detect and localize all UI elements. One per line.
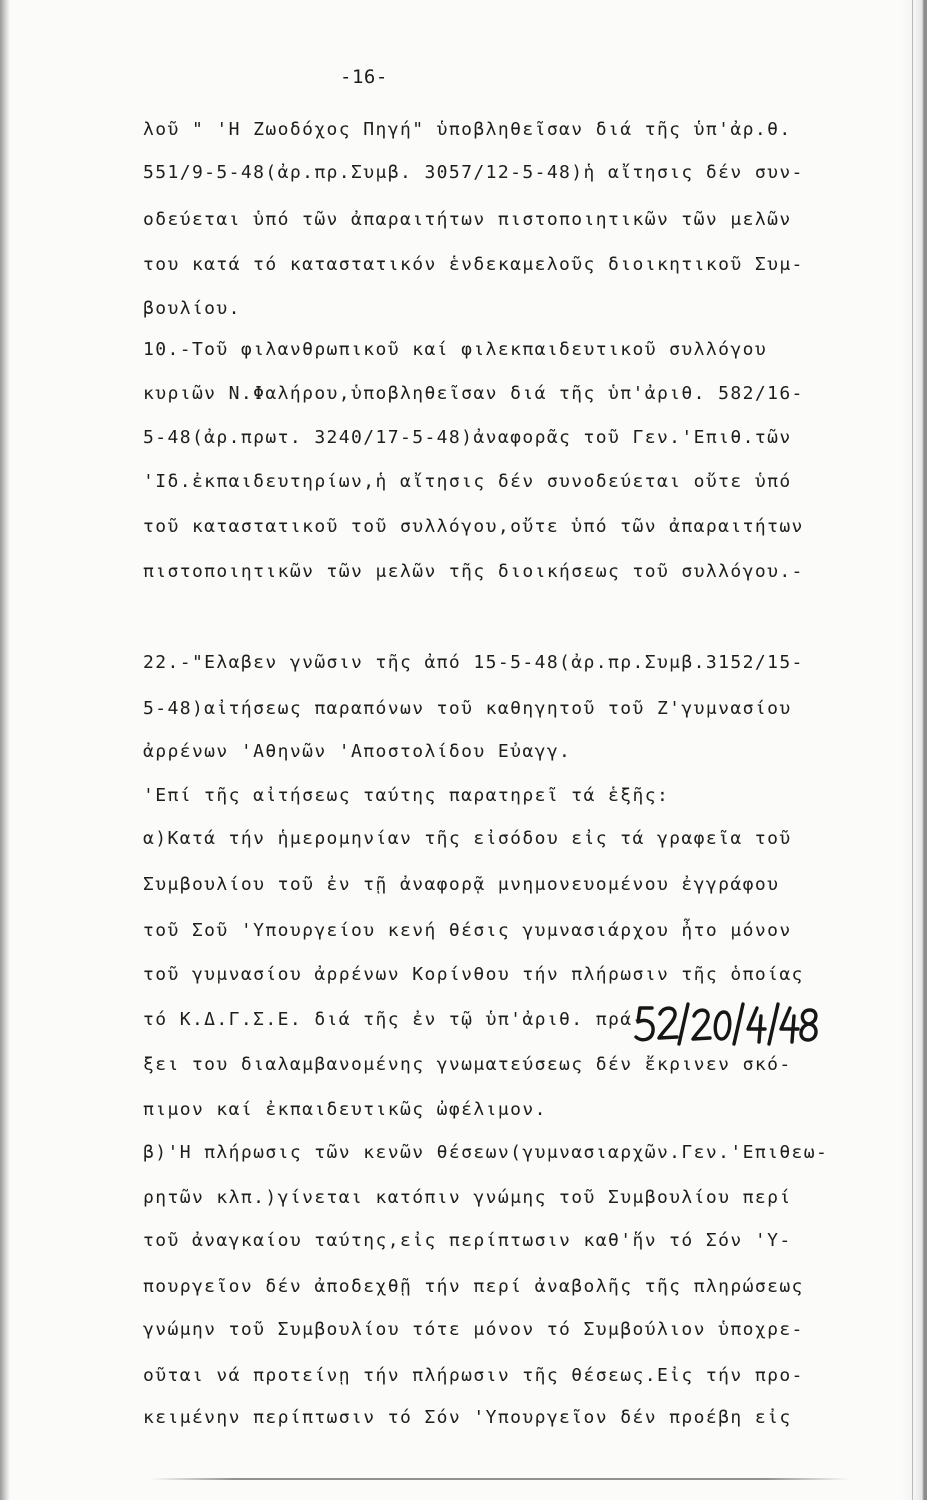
text-line: λοῦ " 'Η Ζωοδόχος Πηγή" ὑποβληθεῖσαν διά τῆς ὑπ'ἀρ.θ.	[143, 119, 792, 140]
page-number: -16-	[340, 66, 388, 88]
text-line: Συμβουλίου τοῦ ἐν τῇ ἀναφορᾷ μνημονευομένου ἐγγράφου	[143, 874, 780, 895]
text-line: γνώμην τοῦ Συμβουλίου τότε μόνον τό Συμβούλιον ὑποχρε-	[143, 1319, 804, 1340]
text-line: οῦται νά προτείνῃ τήν πλήρωσιν τῆς θέσεως.Εἰς τήν προ-	[143, 1365, 804, 1386]
scan-edge-right	[901, 0, 927, 1500]
text-line: κειμένην περίπτωσιν τό Σόν 'Υπουργεῖον δέν προέβη εἰς	[143, 1407, 792, 1428]
text-line: τοῦ γυμνασίου ἀρρένων Κορίνθου τήν πλήρωσιν τῆς ὁποίας	[143, 964, 804, 985]
text-line: 10.-Τοῦ φιλανθρωπικοῦ καί φιλεκπαιδευτικοῦ συλλόγου	[143, 339, 768, 360]
text-line: πιμον καί ἐκπαιδευτικῶς ὠφέλιμον.	[143, 1099, 547, 1120]
handwritten-annotation	[632, 1000, 820, 1048]
text-line: ξει του διαλαμβανομένης γνωματεύσεως δέν ἔκρινεν σκό-	[143, 1054, 792, 1075]
text-line: 5-48(ἀρ.πρωτ. 3240/17-5-48)ἀναφορᾶς τοῦ Γεν.'Επιθ.τῶν	[143, 427, 792, 448]
text-line: 22.-"Ελαβεν γνῶσιν τῆς ἀπό 15-5-48(ἀρ.πρ.Συμβ.3152/15-	[143, 652, 804, 673]
text-line: κυριῶν Ν.Φαλήρου,ὑποβληθεῖσαν διά τῆς ὑπ'ἀριθ. 582/16-	[143, 383, 804, 404]
text-line: του κατά τό καταστατικόν ἑνδεκαμελοῦς διοικητικοῦ Συμ-	[143, 254, 804, 275]
text-line: β)'Η πλήρωσις τῶν κενῶν θέσεων(γυμνασιαρχῶν.Γεν.'Επιθεω-	[143, 1142, 829, 1163]
text-line: 551/9-5-48(ἀρ.πρ.Συμβ. 3057/12-5-48)ἡ αἴτησις δέν συν-	[143, 162, 804, 183]
text-line: τοῦ καταστατικοῦ τοῦ συλλόγου,οὔτε ὑπό τῶν ἀπαραιτήτων	[143, 516, 804, 537]
scan-edge-left	[0, 0, 10, 1500]
text-line: ἀρρένων 'Αθηνῶν 'Αποστολίδου Εὐαγγ.	[143, 741, 572, 762]
text-line: 5-48)αἰτήσεως παραπόνων τοῦ καθηγητοῦ τοῦ Ζ'γυμνασίου	[143, 698, 792, 719]
text-line: τοῦ ἀναγκαίου ταύτης,εἰς περίπτωσιν καθ'ἥν τό Σόν 'Υ-	[143, 1230, 792, 1251]
text-line: τό Κ.Δ.Γ.Σ.Ε. διά τῆς ἐν τῷ ὑπ'ἀριθ. πρά-	[143, 1009, 645, 1030]
text-line: οδεύεται ὑπό τῶν ἀπαραιτήτων πιστοποιητικῶν τῶν μελῶν	[143, 209, 792, 230]
text-line: α)Κατά τήν ἡμερομηνίαν τῆς εἰσόδου εἰς τά γραφεῖα τοῦ	[143, 828, 792, 849]
text-line: 'Επί τῆς αἰτήσεως ταύτης παρατηρεῖ τά ἑξῆς:	[143, 785, 670, 806]
text-line: 'Ιδ.ἐκπαιδευτηρίων,ἡ αἴτησις δέν συνοδεύεται οὔτε ὑπό	[143, 471, 792, 492]
text-line: ρητῶν κλπ.)γίνεται κατόπιν γνώμης τοῦ Συμβουλίου περί	[143, 1187, 792, 1208]
text-line: πιστοποιητικῶν τῶν μελῶν τῆς διοικήσεως τοῦ συλλόγου.-	[143, 561, 804, 582]
page-fold-line	[912, 0, 913, 1500]
text-line: πουργεῖον δέν ἀποδεχθῇ τήν περί ἀναβολῆς τῆς πληρώσεως	[143, 1276, 804, 1297]
bottom-rule	[150, 1478, 850, 1480]
text-line: τοῦ Σοῦ 'Υπουργείου κενή θέσις γυμνασιάρχου ἦτο μόνον	[143, 920, 792, 941]
text-line: βουλίου.	[143, 298, 241, 319]
